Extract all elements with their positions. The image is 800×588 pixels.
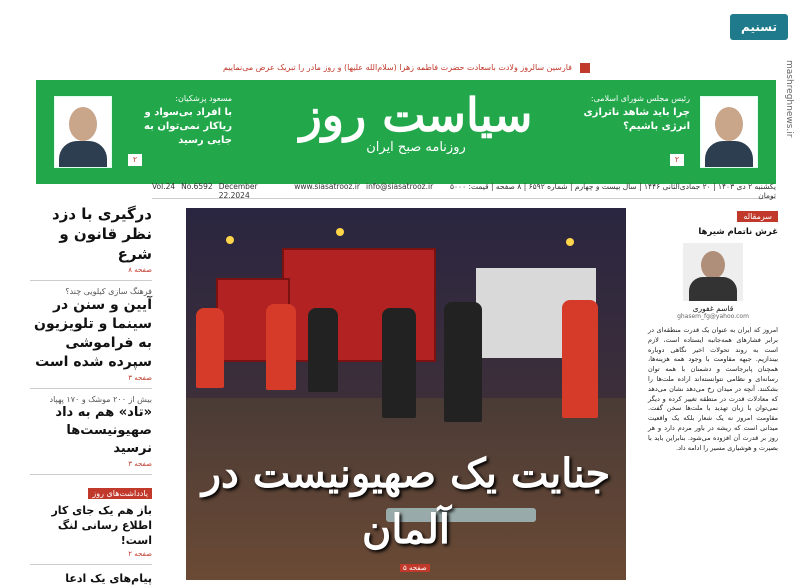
editorial-column xyxy=(648,204,778,588)
editorial-tag: سرمقاله xyxy=(737,211,778,222)
story-3-kicker: بیش از ۲۰۰ موشک و ۱۷۰ پهپاد xyxy=(49,395,152,404)
rescuer xyxy=(444,302,482,422)
email-link[interactable]: info@siasatrooz.ir xyxy=(365,182,434,191)
story-4-tag: یادداشت‌های روز xyxy=(88,488,152,499)
story-2[interactable] xyxy=(30,287,152,382)
story-2-title: آیین و سنن در سینما و تلویزیون به فراموشی سپرده شده است xyxy=(34,297,152,370)
top-teaser: فارسینِ سالروز ولادت باسعادت حضرت فاطمه زهرا (سلام‌الله علیها) و روز مادر را تبریک عرض می‌نماییم xyxy=(223,63,572,72)
editorial-body: امروز که ایران به عنوان یک قدرت منطقه‌ای در برابر فشارهای همه‌جانبه ایستاده است، لازم است به روند تحولات اخیر نگاهی دوباره بیندازیم. جبهه مقاومت با وجود همه هزینه‌ها، همچنان پابرجاست و دشمنان با همه توان رسانه‌ای و نظامی نتوانسته‌اند اراده ملت‌ها را بشکنند. آنچه در میدان رخ می‌دهد نشان می‌دهد که معادلات قدرت در منطقه تغییر کرده و دیگر نمی‌توان با زبان تهدید با ملت‌ها سخن گفت. مقاومت امروز نه یک شعار بلکه یک واقعیت میدانی است که ریشه در باور مردم دارد و هر روز بر قدرت آن افزوده می‌شود. بنابراین باید با بصیرت و هوشیاری مسیر را ادامه داد. xyxy=(648,326,778,452)
street-light xyxy=(226,236,234,244)
story-3-page: صفحه ۳ xyxy=(128,460,152,468)
street-light xyxy=(336,228,344,236)
date-en: December 22.2024 xyxy=(218,182,258,200)
story-2-page: صفحه ۳ xyxy=(128,374,152,382)
main-photo[interactable] xyxy=(186,208,626,580)
watermark-logo: تسنیم xyxy=(730,14,788,40)
right-story-text: چرا باید شاهد ناترازی انرژی باشیم؟ xyxy=(583,107,690,132)
website-link[interactable]: www.siasatrooz.ir xyxy=(294,182,360,191)
divider xyxy=(30,564,152,565)
story-3-title: «تاد» هم به داد صهیونیست‌ها نرسید xyxy=(55,405,152,456)
rescuer xyxy=(382,308,416,418)
issue-number: No.6592 xyxy=(181,182,213,191)
author-name: قاسم غفوری xyxy=(692,304,734,313)
newspaper-subtitle: روزنامه صبح ایران xyxy=(366,140,466,155)
story-4[interactable] xyxy=(30,481,152,558)
editorial-title[interactable]: غرش ناتمام شیرها xyxy=(698,227,778,237)
divider xyxy=(30,474,152,475)
portrait-ghalibaf xyxy=(700,96,758,168)
author-email[interactable]: ghasem_fg@yahoo.com xyxy=(677,313,749,320)
left-story-text: با افراد بی‌سواد و ریاکار نمی‌توان به جایی رسید xyxy=(144,107,232,146)
story-3[interactable] xyxy=(30,395,152,468)
dateline-fa: یکشنبه ۲ دی ۱۴۰۳ | ۲۰ جمادی‌الثانی ۱۴۴۶ | سال بیست و چهارم | شماره ۶۵۹۲ | ۸ صفحه | قیمت: ۵۰۰۰ تومان xyxy=(449,182,776,200)
masthead-left-story[interactable] xyxy=(122,94,232,148)
teaser-mark-icon xyxy=(580,63,590,73)
story-4-page: صفحه ۲ xyxy=(128,550,152,558)
volume: Vol.24 xyxy=(152,182,176,191)
story-4-title: باز هم یک جای کار اطلاع رسانی لنگ است! xyxy=(51,504,152,547)
rescuer xyxy=(308,308,338,392)
right-story-label: رئیس مجلس شورای اسلامی: xyxy=(590,94,690,103)
divider xyxy=(30,388,152,389)
masthead-right-story[interactable] xyxy=(580,94,690,134)
newspaper-logo: سیاست روز xyxy=(299,88,533,142)
story-1[interactable] xyxy=(30,204,152,274)
left-story-page: ۲ xyxy=(128,154,142,166)
side-watermark: mashreghnews.ir xyxy=(784,60,794,138)
story-2-kicker: فرهنگ سازی کیلویی چند؟ xyxy=(65,287,152,296)
story-1-title: درگیری با دزد نظر قانون و شرع xyxy=(52,205,152,263)
story-1-page: صفحه ۸ xyxy=(128,266,152,274)
rescuer xyxy=(196,308,224,388)
divider xyxy=(30,280,152,281)
masthead xyxy=(36,80,776,184)
dateline xyxy=(152,184,776,199)
street-light xyxy=(566,238,574,246)
author-photo xyxy=(683,243,743,301)
rescuer xyxy=(266,304,296,390)
portrait-pezeshkian xyxy=(54,96,112,168)
rescuer xyxy=(562,300,598,418)
left-column xyxy=(30,204,152,588)
main-headline: جنایت یک صهیونیست در آلمان xyxy=(201,450,611,553)
left-story-label: مسعود پزشکیان: xyxy=(175,94,232,103)
story-5-title: پیام‌های یک ادعا xyxy=(65,572,152,585)
story-5[interactable] xyxy=(30,571,152,586)
main-headline-page: صفحه ۵ xyxy=(400,564,430,572)
right-story-page: ۲ xyxy=(670,154,684,166)
